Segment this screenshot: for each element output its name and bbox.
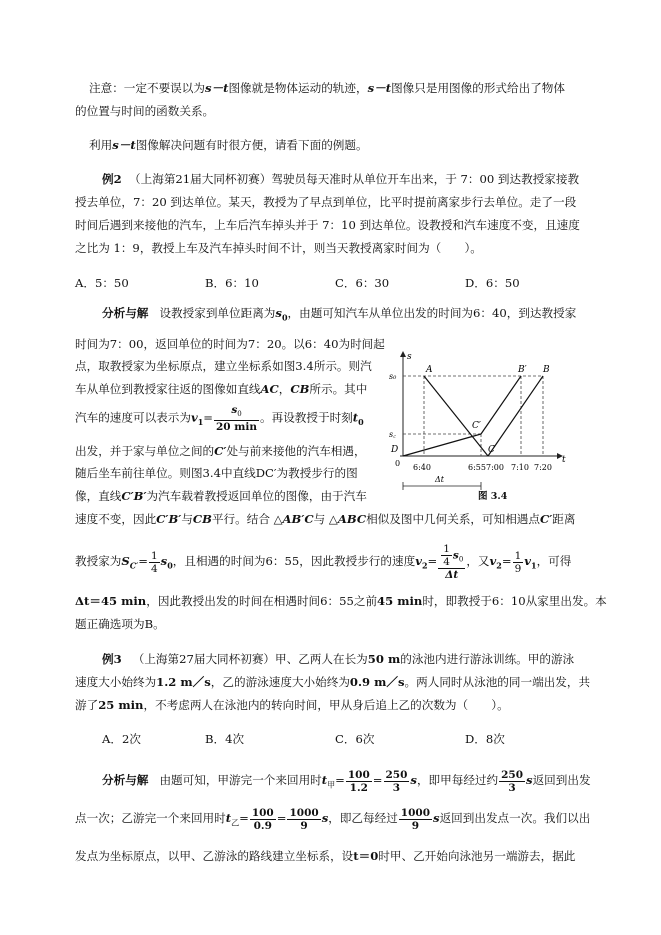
example-2-option-c: C．6：30 — [335, 276, 390, 290]
analysis-2-line-9: 速度不变，因此C′B′与CB平行。结合 △AB′C与 △ABC相似及图中几何关系，可知相遇点C′距离 — [75, 512, 576, 526]
example-3-option-b: B．4次 — [205, 732, 245, 746]
fraction-1000-over-9: $\frac{1000}{9}$ — [289, 806, 319, 832]
example-2-option-d: D．6：50 — [465, 276, 520, 290]
point-D: D — [391, 445, 399, 455]
point-A: A — [426, 365, 433, 375]
analysis-3-label: 分析与解 — [102, 773, 149, 787]
analysis-2-line-11: Δt＝45 min，因此教授出发的时间在相遇时间6：55之前45 min时，即教授于6：10从家里出发。本 — [75, 594, 607, 608]
example-3-line-2: 速度大小始终为1.2 m／s，乙的游泳速度大小始终为0.9 m／s。两人同时从泳池的同一端出发，共 — [75, 675, 591, 689]
tick-label-700: 7:00 — [486, 463, 504, 472]
fraction-250-over-3: $\frac{250}{3}$ — [385, 768, 408, 794]
label-s0: s₀ — [389, 372, 397, 381]
fraction-one-quarter: $\frac{1}{4}$ — [150, 549, 158, 575]
tick-label-640: 6:40 — [413, 463, 431, 472]
axis-label-s: s — [407, 352, 412, 362]
note-line-2: 的位置与时间的函数关系。 — [75, 104, 215, 118]
label-delta-t: Δt — [435, 475, 444, 484]
tick-label-655: 6:55 — [468, 463, 486, 472]
point-C: C — [488, 445, 495, 455]
tick-label-720: 7:20 — [534, 463, 552, 472]
example-3-label: 例3 — [102, 652, 122, 666]
label-origin: 0 — [395, 459, 401, 468]
analysis-2-line-8: 像，直线C′B′为汽车载着教授返回单位的图像，由于汽车 — [75, 489, 367, 503]
example-2-line-1: 例2 （上海第21届大同杯初赛）驾驶员每天准时从单位开车出来，于 7：00 到达教授家接教 — [102, 172, 580, 186]
analysis-2-line-10: 教授家为$S_{C'}=$ $\frac{1}{4}$ $s_0$，且相遇的时间为6：55，因此教授步行的速度$v_2=$ $\frac{1}{4}$ $s_0$ Δt ，又$v_2=$ $\frac{1}{9}$ $v_1$，可得 — [75, 543, 572, 581]
analysis-3-line-1: 分析与解 由题可知，甲游完一个来回用时$t_甲=$ $\frac{100}{1.2}$ = $\frac{250}{3}$ s，即甲每经过约 $\frac{250}{3}$ s返回到出发 — [102, 768, 591, 794]
point-C-prime: C′ — [472, 421, 481, 431]
example-3-option-a: A．2次 — [102, 732, 141, 746]
example-3-line-1: 例3 （上海第27届大同杯初赛）甲、乙两人在长为50 m的泳池内进行游泳训练。甲的游泳 — [102, 652, 575, 666]
fraction-s0-over-20min: $\frac{s_0}{20 \min}$ — [216, 404, 258, 434]
tick-label-710: 7:10 — [511, 463, 529, 472]
analysis-2-label: 分析与解 — [102, 306, 149, 320]
line-C'B' — [481, 376, 521, 434]
note-line-1: 注意：一定不要误以为s－t图像就是物体运动的轨迹，s－t图像只是用图像的形式给出了物体 — [89, 81, 565, 95]
intro-line: 利用s－t图像解决问题有时很方便，请看下面的例题。 — [89, 138, 368, 152]
fraction-100-over-1.2: $\frac{100}{1.2}$ — [347, 768, 370, 794]
figure-3-4 — [380, 348, 570, 508]
analysis-3-line-3: 发点为坐标原点，以甲、乙游泳的路线建立坐标系，设t＝0时甲、乙开始向泳池另一端游去，据此 — [75, 849, 576, 863]
example-2-line-3: 时间后遇到来接他的汽车，上车后汽车掉头并于 7：10 到达单位。设教授和汽车速度不变，且速度 — [75, 218, 580, 232]
fraction-one-ninth: $\frac{1}{9}$ — [514, 549, 522, 575]
analysis-3-line-2: 点一次；乙游完一个来回用时$t_乙=$ $\frac{100}{0.9}$ = $\frac{1000}{9}$ s，即乙每经过 $\frac{1000}{9}$ s返回到出发点一次。我们以出 — [75, 806, 591, 832]
example-3-option-d: D．8次 — [465, 732, 505, 746]
line-CB — [488, 376, 543, 456]
fraction-1000-over-9-b: $\frac{1000}{9}$ — [400, 806, 431, 832]
analysis-2-line-6: 出发，并于家与单位之间的C′处与前来接他的汽车相遇， — [75, 444, 366, 458]
line-DC' — [403, 434, 481, 456]
figure-caption: 图 3.4 — [478, 491, 508, 502]
fraction-quarter-s0-over-dt: $\frac{1}{4}$ $s_0$ Δt — [438, 543, 465, 581]
line-AC — [424, 376, 488, 456]
example-2-option-b: B．6：10 — [205, 276, 259, 290]
example-3-option-c: C．6次 — [335, 732, 375, 746]
analysis-2-line-12: 题正确选项为B。 — [75, 617, 165, 631]
fraction-250-over-3-b: $\frac{250}{3}$ — [501, 768, 524, 794]
example-2-line-2: 授去单位，7：20 到达单位。某天，教授为了早点到单位，比平时提前离家步行去单位。走了一段 — [75, 195, 577, 209]
example-2-option-a: A．5：50 — [75, 276, 129, 290]
analysis-2-line-7: 随后坐车前往单位。则图3.4中直线DC′为教授步行的图 — [75, 466, 358, 480]
example-2-line-4: 之比为 1：9，教授上车及汽车掉头时间不计，则当天教授离家时间为（ ）。 — [75, 241, 482, 255]
example-3-line-3: 游了25 min，不考虑两人在泳池内的转向时间，甲从身后追上乙的次数为（ ）。 — [75, 698, 509, 712]
label-sc: s꜀ — [389, 430, 396, 439]
analysis-2-line-4: 车从单位到教授家往返的图像如直线AC，CB所示。其中 — [75, 382, 368, 396]
analysis-2-line-3: 点，取教授家为坐标原点，建立坐标系如图3.4所示。则汽 — [75, 359, 372, 373]
analysis-2-line-2: 时间为7：00，返回单位的时间为7：20。以6：40为时间起 — [75, 337, 385, 351]
point-B-prime: B′ — [518, 365, 527, 375]
point-B: B — [543, 365, 550, 375]
example-2-label: 例2 — [102, 172, 122, 186]
fraction-100-over-0.9: $\frac{100}{0.9}$ — [251, 806, 274, 832]
analysis-2-line-1: 分析与解 设教授家到单位距离为$s_0$，由题可知汽车从单位出发的时间为6：40，到达教授家 — [102, 306, 577, 323]
axis-label-t: t — [562, 455, 566, 465]
analysis-2-line-5: 汽车的速度可以表示为$v_1=$ $\frac{s_0}{20 \min}$ 。再设教授于时刻$t_0$ — [75, 404, 364, 434]
